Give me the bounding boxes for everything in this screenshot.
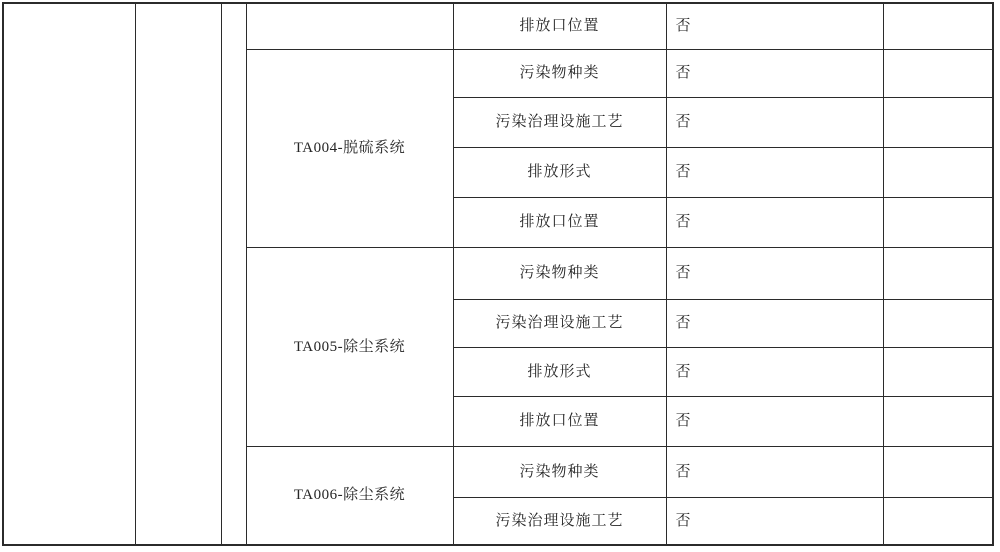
parameter-label: 排放口位置 (453, 3, 666, 49)
note-cell-empty (883, 49, 993, 97)
note-cell-empty (883, 396, 993, 446)
parameter-value: 否 (666, 97, 883, 147)
left-column-3-empty-cell (221, 3, 246, 545)
note-cell-empty (883, 347, 993, 396)
left-column-1-empty-cell (3, 3, 135, 545)
parameter-label: 排放形式 (453, 147, 666, 197)
parameter-label: 污染治理设施工艺 (453, 97, 666, 147)
parameter-label: 排放口位置 (453, 396, 666, 446)
table-row (3, 3, 993, 49)
note-cell-empty (883, 197, 993, 247)
parameter-value: 否 (666, 446, 883, 497)
system-name-cell: TA005-除尘系统 (246, 247, 453, 446)
parameter-label: 污染物种类 (453, 49, 666, 97)
parameter-value: 否 (666, 3, 883, 49)
note-cell-empty (883, 247, 993, 299)
parameter-value: 否 (666, 247, 883, 299)
note-cell-empty (883, 446, 993, 497)
note-cell-empty (883, 147, 993, 197)
parameter-label: 污染物种类 (453, 247, 666, 299)
parameter-value: 否 (666, 497, 883, 545)
note-cell-empty (883, 97, 993, 147)
parameter-value: 否 (666, 299, 883, 347)
parameter-value: 否 (666, 147, 883, 197)
parameter-label: 污染治理设施工艺 (453, 497, 666, 545)
parameter-label: 污染治理设施工艺 (453, 299, 666, 347)
pollution-discharge-table (2, 2, 994, 546)
parameter-value: 否 (666, 197, 883, 247)
parameter-label: 污染物种类 (453, 446, 666, 497)
system-name-cell (246, 3, 453, 49)
system-name-cell: TA006-除尘系统 (246, 446, 453, 545)
parameter-label: 排放口位置 (453, 197, 666, 247)
note-cell-empty (883, 299, 993, 347)
parameter-value: 否 (666, 396, 883, 446)
parameter-value: 否 (666, 49, 883, 97)
parameter-value: 否 (666, 347, 883, 396)
system-name-cell: TA004-脱硫系统 (246, 49, 453, 247)
note-cell-empty (883, 3, 993, 49)
left-column-2-empty-cell (135, 3, 221, 545)
parameter-label: 排放形式 (453, 347, 666, 396)
note-cell-empty (883, 497, 993, 545)
